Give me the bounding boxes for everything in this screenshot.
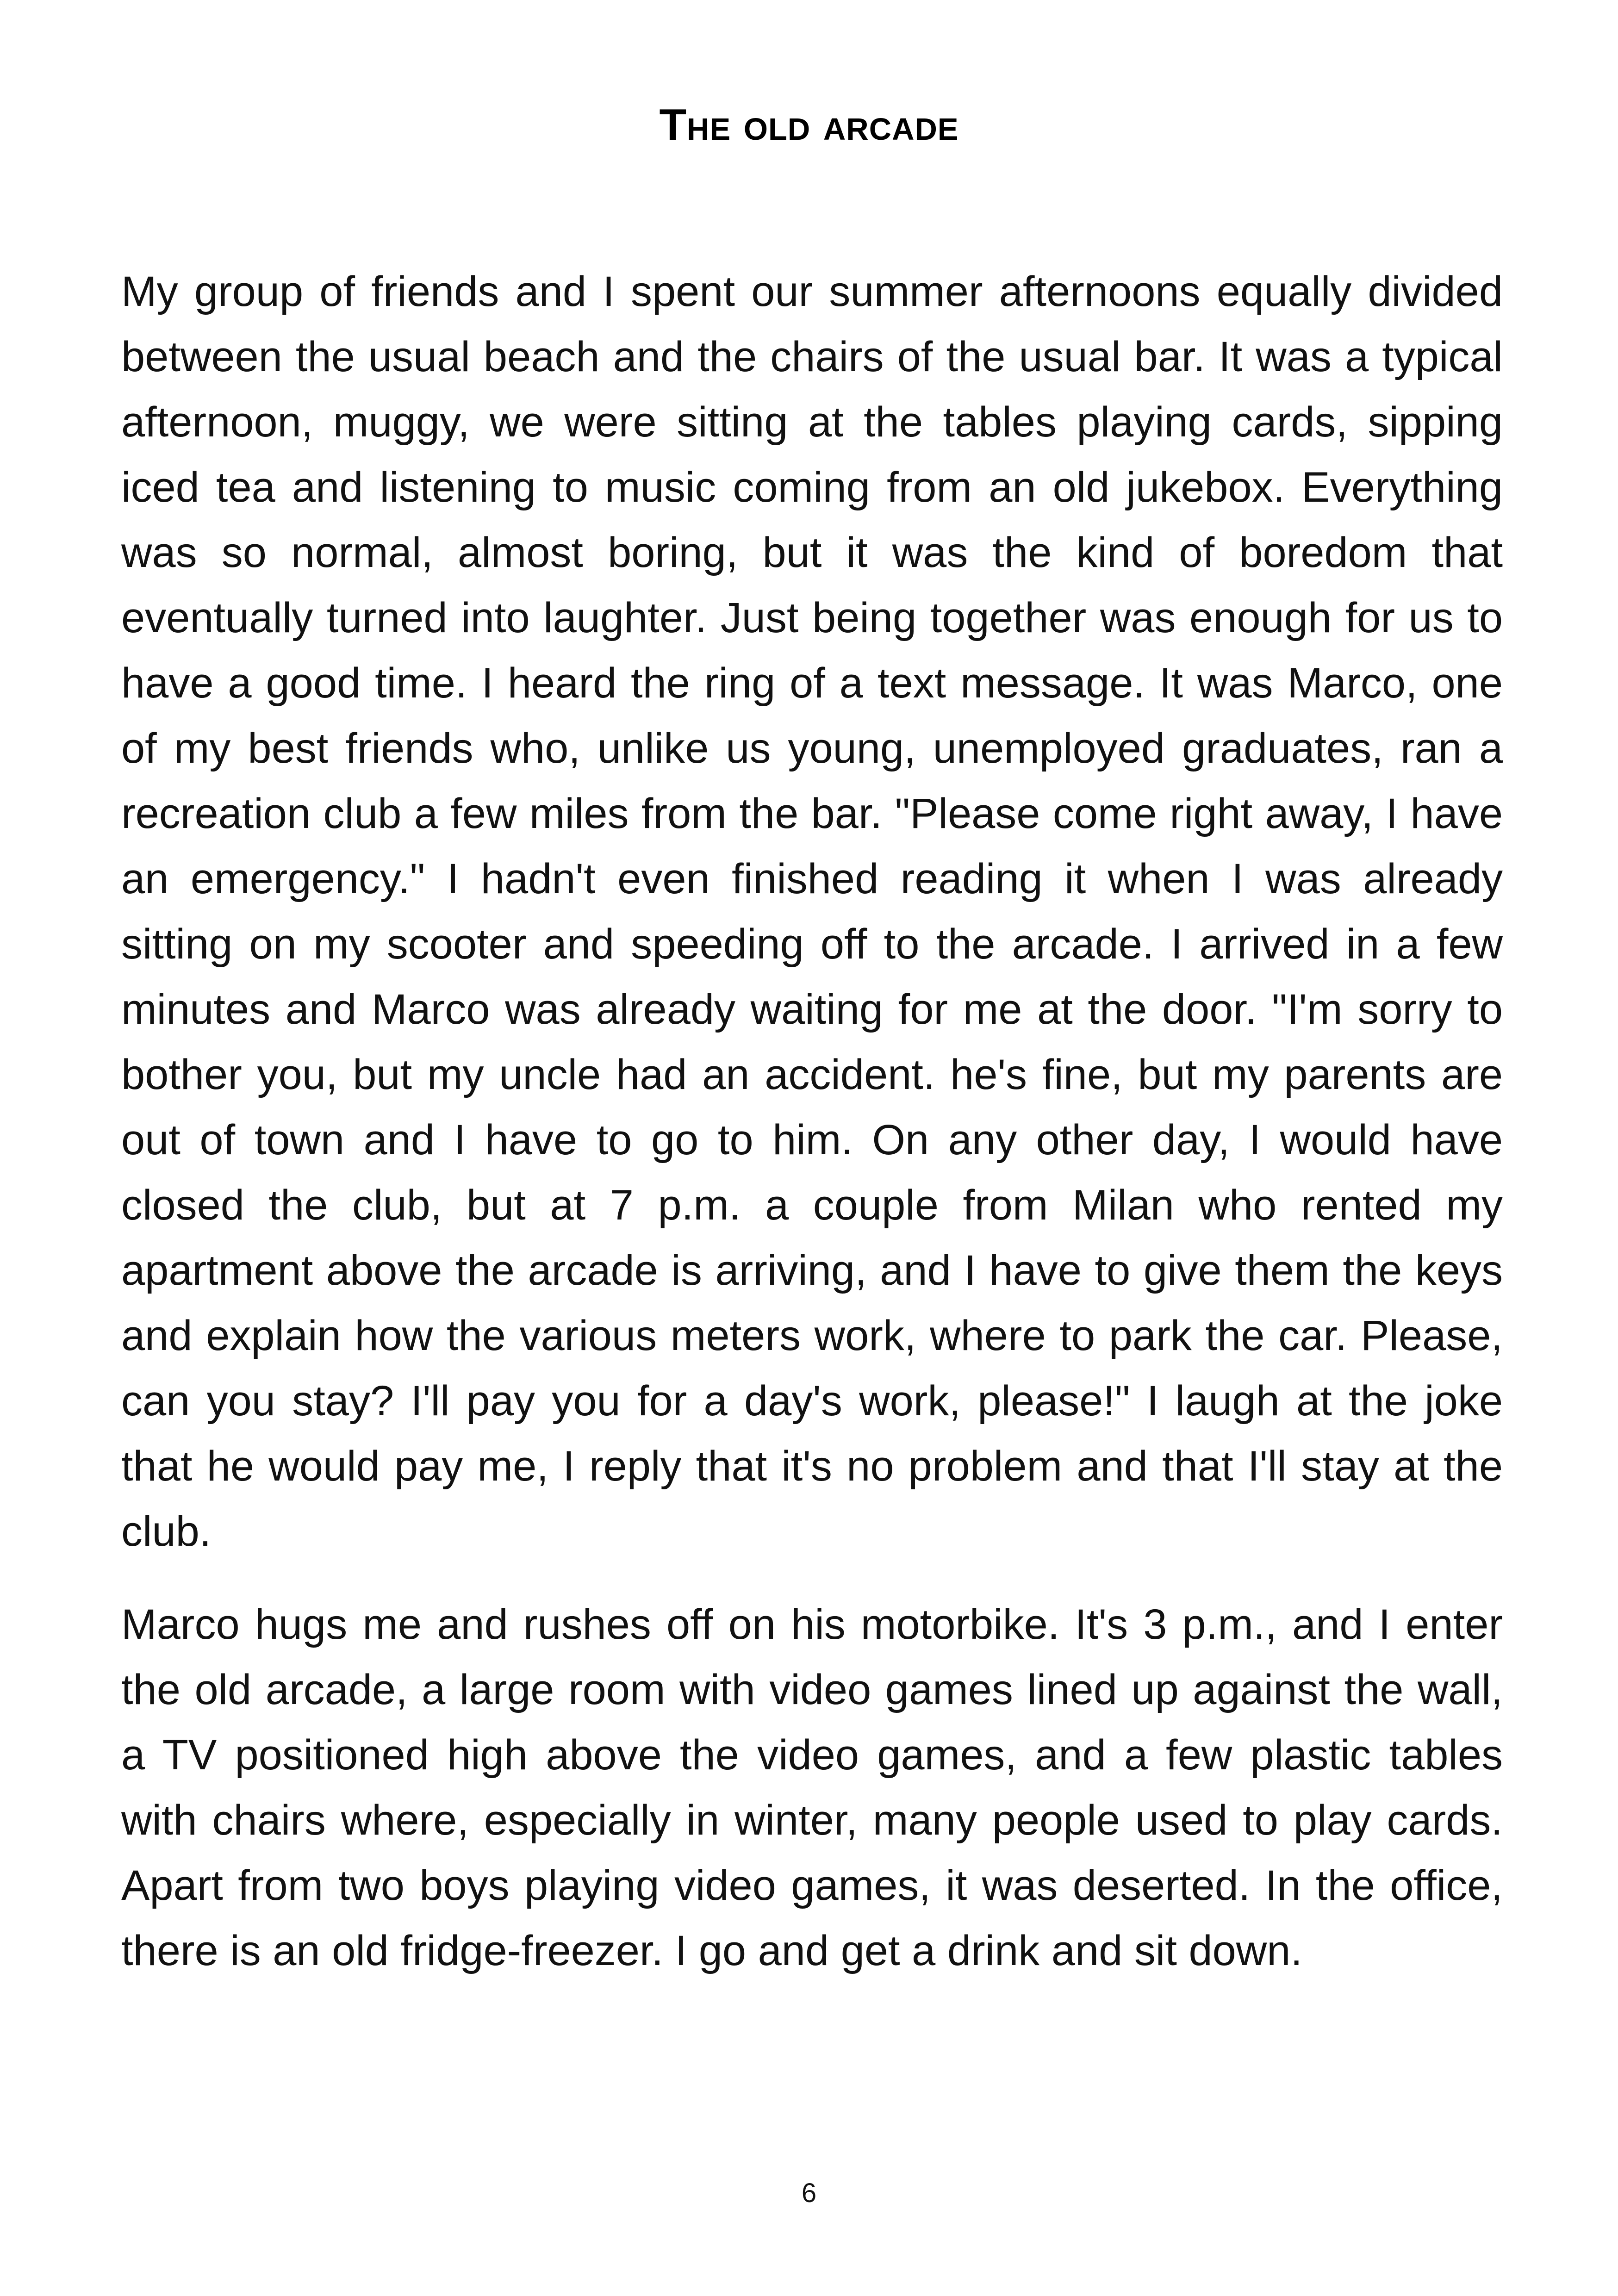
paragraph-1: My group of friends and I spent our summer afternoons equally divided between the usual beach and the chairs of the usual bar. It was a typical afternoon, muggy, we were sitting at the tables playing cards, sipping iced tea and listening to music coming from an old jukebox. Everything was so normal, almost boring, but it was the kind of boredom that eventually turned into laughter. Just being together was enough for us to have a good time. I heard the ring of a text message. It was Marco, one of my best friends who, unlike us young, unemployed graduates, ran a recreation club a few miles from the bar. "Please come right away, I have an emergency." I hadn't even finished reading it when I was already sitting on my scooter and speeding off to the arcade. I arrived in a few minutes and Marco was already waiting for me at the door. "I'm sorry to bother you, but my uncle had an accident. he's fine, but my parents are out of town and I have to go to him. On any other day, I would have closed the club, but at 7 p.m. a couple from Milan who rented my apartment above the arcade is arriving, and I have to give them the keys and explain how the various meters work, where to park the car. Please, can you stay? I'll pay you for a day's work, please!" I laugh at the joke that he would pay me, I reply that it's no problem and that I'll stay at the club. — [121, 268, 1503, 1555]
paragraph-2: Marco hugs me and rushes off on his motorbike. It's 3 p.m., and I enter the old arcade, a large room with video games lined up against the wall, a TV positioned high above the video games, and a few plastic tables with chairs where, especially in winter, many people used to play cards. Apart from two boys playing video games, it was deserted. In the office, there is an old fridge-freezer. I go and get a drink and sit down. — [121, 1601, 1503, 1974]
page-number: 6 — [801, 2178, 817, 2208]
chapter-title: The old arcade — [659, 100, 959, 149]
body-text — [121, 259, 1503, 2011]
